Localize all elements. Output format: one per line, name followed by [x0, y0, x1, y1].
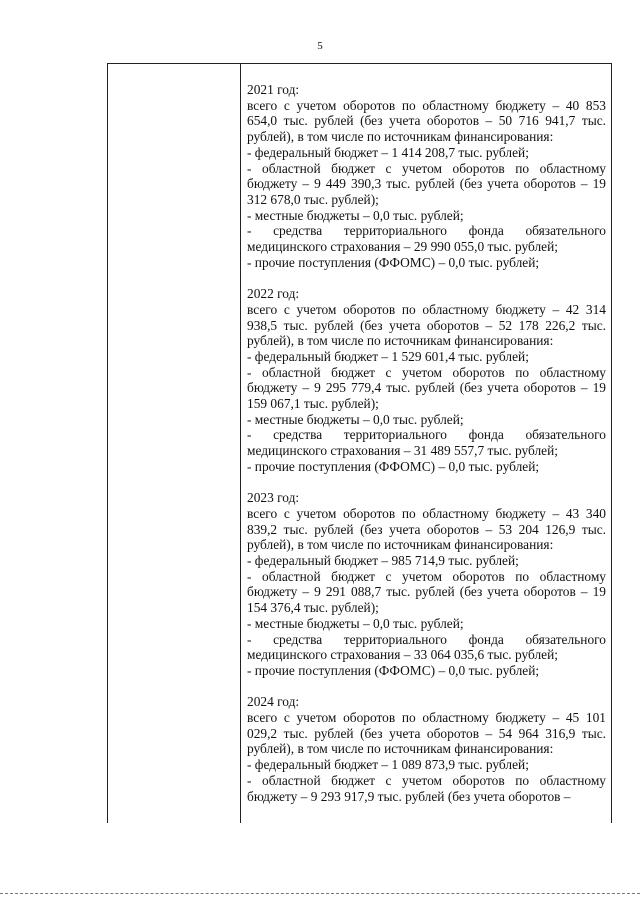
- page-number: 5: [317, 40, 323, 52]
- federal-budget-line: - федеральный бюджет – 1 529 601,4 тыс. рублей;: [247, 348, 529, 364]
- local-budget-line: - местные бюджеты – 0,0 тыс. рублей;: [247, 615, 464, 631]
- total-line: всего с учетом оборотов по областному бюджету – 45 101 029,2 тыс. рублей (без учета оборотов – 54 964 316,9 тыс. рублей), в том числе по источникам финансирования:: [247, 710, 606, 757]
- local-budget-line: - местные бюджеты – 0,0 тыс. рублей;: [247, 207, 464, 223]
- year-title: 2024 год:: [247, 694, 300, 710]
- insurance-fund-line: - средства территориального фонда обязательного медицинского страхования – 29 990 055,0 тыс. рублей;: [247, 223, 606, 255]
- other-income-line: - прочие поступления (ФФОМС) – 0,0 тыс. рублей;: [247, 662, 540, 678]
- total-line: всего с учетом оборотов по областному бюджету – 40 853 654,0 тыс. рублей (без учета оборотов – 50 716 941,7 тыс. рублей), в том числе по источникам финансирования:: [247, 97, 606, 145]
- other-income-line: - прочие поступления (ФФОМС) – 0,0 тыс. рублей;: [247, 458, 540, 474]
- local-budget-line: - местные бюджеты – 0,0 тыс. рублей;: [247, 411, 464, 427]
- insurance-fund-line: - средства территориального фонда обязательного медицинского страхования – 33 064 035,6 тыс. рублей;: [247, 631, 606, 663]
- regional-budget-line: - областной бюджет с учетом оборотов по областному бюджету – 9 449 390,3 тыс. рублей (без учета оборотов – 19 312 678,0 тыс. рублей);: [247, 160, 606, 207]
- insurance-fund-line: - средства территориального фонда обязательного медицинского страхования – 31 489 557,7 тыс. рублей;: [247, 427, 606, 459]
- year-title: 2021 год:: [247, 82, 300, 97]
- year-block-2022: [247, 286, 606, 474]
- federal-budget-line: - федеральный бюджет – 1 414 208,7 тыс. рублей;: [247, 144, 529, 160]
- funding-table: [107, 63, 612, 823]
- other-income-line: - прочие поступления (ФФОМС) – 0,0 тыс. рублей;: [247, 254, 540, 270]
- total-line: всего с учетом оборотов по областному бюджету – 42 314 938,5 тыс. рублей (без учета оборотов – 52 178 226,2 тыс. рублей), в том числе по источникам финансирования:: [247, 301, 606, 349]
- total-line: всего с учетом оборотов по областному бюджету – 43 340 839,2 тыс. рублей (без учета оборотов – 53 204 126,9 тыс. рублей), в том числе по источникам финансирования:: [247, 505, 606, 553]
- regional-budget-line: - областной бюджет с учетом оборотов по областному бюджету – 9 291 088,7 тыс. рублей (без учета оборотов – 19 154 376,4 тыс. рублей);: [247, 568, 606, 616]
- table-left-column: [108, 64, 241, 823]
- federal-budget-line: - федеральный бюджет – 985 714,9 тыс. рублей;: [247, 553, 519, 569]
- table-right-column: [241, 64, 611, 823]
- year-title: 2023 год:: [247, 490, 300, 506]
- regional-budget-line: - областной бюджет с учетом оборотов по областному бюджету – 9 295 779,4 тыс. рублей (без учета оборотов – 19 159 067,1 тыс. рублей);: [247, 364, 606, 412]
- year-block-2021: [247, 82, 606, 270]
- federal-budget-line: - федеральный бюджет – 1 089 873,9 тыс. рублей;: [247, 757, 529, 773]
- year-block-2024: [247, 694, 606, 804]
- regional-budget-line: - областной бюджет с учетом оборотов по областному бюджету – 9 293 917,9 тыс. рублей (без учета оборотов –: [247, 772, 606, 804]
- year-block-2023: [247, 490, 606, 678]
- page-bottom-divider: [0, 893, 640, 894]
- year-title: 2022 год:: [247, 286, 300, 302]
